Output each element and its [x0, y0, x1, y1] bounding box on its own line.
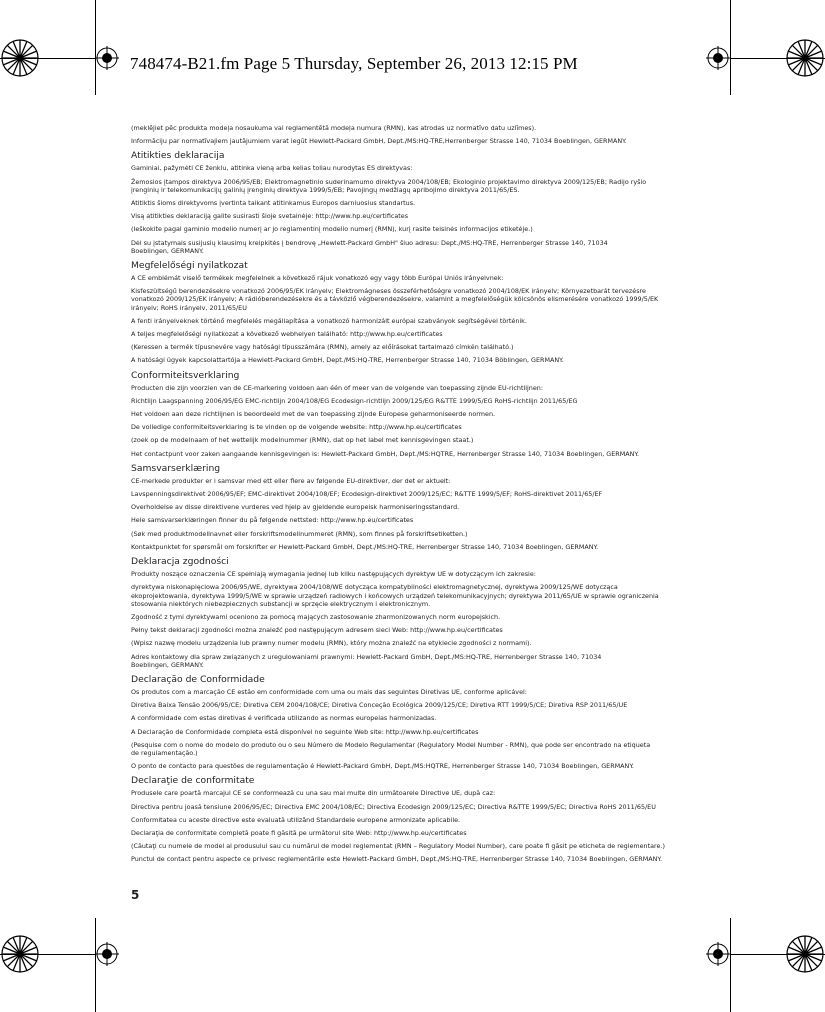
starburst-target-icon [0, 934, 40, 974]
section-heading: Declaração de Conformidade [131, 673, 265, 685]
paragraph: (zoek op de modelnaam of het wettelijk modelnummer (RMN), dat op het label met kennisgevingen staat.) [131, 436, 474, 445]
paragraph: Het contactpunt voor zaken aangaande kennisgevingen is: Hewlett-Packard GmbH, Dept./MS:HQTRE, Herrenberger Strasse 140, 71034 Boeblingen, GERMANY. [131, 449, 640, 458]
document-body [131, 124, 691, 869]
paragraph: Os produtos com a marcação CE estão em conformidade com uma ou mais das seguintes Diretivas UE, conforme aplicável: [131, 687, 527, 696]
registration-mark-icon [95, 46, 119, 70]
starburst-target-icon [785, 38, 825, 78]
paragraph: Overholdelse av disse direktivene vurderes ved hjelp av gjeldende europeisk harmoniseringsstandard. [131, 503, 460, 512]
paragraph: Directiva pentru joasă tensiune 2006/95/EC; Directiva EMC 2004/108/EC; Directiva Ecodesign 2009/125/EC; Directiva R&TTE 1999/5/EC; Directiva RoHS 2011/65/EU [131, 802, 656, 811]
paragraph: O ponto de contacto para questões de regulamentação é Hewlett-Packard GmbH, Dept./MS:HQTRE, Herrenberger Strasse 140, 71034 Boeblingen, GERMANY. [131, 762, 634, 771]
paragraph: Producten die zijn voorzien van de CE-markering voldoen aan één of meer van de volgende van toepassing zijnde EU-richtlijnen: [131, 383, 543, 392]
page-number: 5 [131, 888, 140, 902]
paragraph: A CE emblémát viselő termékek megfelelnek a következő rájuk vonatkozó egy vagy több Európai Uniós irányelvnek: [131, 274, 504, 283]
paragraph: Dėl su įstatymais susijusių klausimų kreipkitės į bendrovę „Hewlett-Packard GmbH" šiuo adresu: Dept./MS:HQ-TRE, Herrenberger Strasse 140, 71034 Boeblingen, GERMANY. [131, 238, 608, 255]
paragraph: Lavspenningsdirektivet 2006/95/EF; EMC-direktivet 2004/108/EF; Ecodesign-direktivet 2009/125/EC; R&TTE 1999/5/EF; RoHS-direktivet 2011/65/EF [131, 490, 603, 499]
print-header: 748474-B21.fm Page 5 Thursday, September 26, 2013 12:15 PM [130, 54, 578, 73]
paragraph: Gaminiai, pažymėti CE ženklu, atitinka vieną arba kelias toliau nurodytas ES direktyvas: [131, 164, 413, 173]
section-heading: Samsvarserklæring [131, 462, 221, 474]
section-heading: Deklaracja zgodności [131, 556, 229, 568]
paragraph: (Wpisz nazwę modelu urządzenia lub prawny numer modelu (RMN), który można znaleźć na etykiecie zgodności z normami). [131, 639, 532, 648]
paragraph: Richtlijn Laagspanning 2006/95/EG EMC-richtlijn 2004/108/EG Ecodesign-richtlijn 2009/125/EG R&TTE 1999/5/EG RoHS-richtlijn 2011/65/EG [131, 396, 578, 405]
paragraph: Pełny tekst deklaracji zgodności można znaleźć pod następującym adresem sieci Web: http://www.hp.eu/certificates [131, 626, 503, 635]
paragraph: dyrektywa niskonapięciowa 2006/95/WE, dyrektywa 2004/108/WE dotycząca kompatybilności elektromagnetycznej, dyrektywa 2009/125/WE dotycząca ekoprojektowania, dyrektywa 1999/5/WE w sprawie urządzeń radiowych i końcowych urządzeń telekomunikacyjnych; dyrektywa 2011/65/UE w sprawie ograniczenia stosowania niektórych niebezpiecznych substancji w sprzęcie elektrycznym i elektronicznym. [131, 583, 659, 608]
crop-line-bottom-right-v [730, 918, 731, 1012]
registration-mark-icon [706, 942, 730, 966]
paragraph: De volledige conformiteitsverklaring is te vinden op de volgende website: http://www.hp.eu/certificates [131, 423, 462, 432]
paragraph: Declaraţia de conformitate completă poate fi găsită pe următorul site Web: http://www.hp.eu/certificates [131, 828, 467, 837]
paragraph: Atitiktis šioms direktyvoms įvertinta taikant atitinkamus Europos darniuosius standartus. [131, 199, 416, 208]
paragraph: A hatósági ügyek kapcsolattartója a Hewlett-Packard GmbH, Dept./MS:HQ-TRE, Herrenberger Strasse 140, 71034 Böblingen, GERMANY. [131, 356, 564, 365]
section-heading: Declaraţie de conformitate [131, 775, 255, 787]
paragraph: A fenti irányelveknek történő megfelelés megállapítása a vonatkozó harmonizált európai szabványok segítségével történik. [131, 316, 527, 325]
paragraph: Diretiva Baixa Tensão 2006/95/CE; Diretiva CEM 2004/108/CE; Diretiva Conceção Ecológica 2009/125/CE; Diretiva RTT 1999/5/CE; Diretiva RSP 2011/65/UE [131, 701, 628, 710]
paragraph: CE-merkede produkter er i samsvar med ett eller flere av følgende EU-direktiver, der det er aktuelt: [131, 476, 451, 485]
section-heading: Conformiteitsverklaring [131, 369, 240, 381]
paragraph: A conformidade com estas diretivas é verificada utilizando as normas europeias harmonizadas. [131, 714, 437, 723]
paragraph: Conformitatea cu aceste directive este evaluată utilizând Standardele europene armonizate aplicabile. [131, 815, 461, 824]
paragraph: (Ieškokite pagal gaminio modelio numerį ar jo reglamentinį modelio numerį (RMN), kurį rasite teisinės informacijos etiketėje.) [131, 225, 533, 234]
paragraph: A teljes megfelelőségi nyilatkozat a következő webhelyen található: http://www.hp.eu/certificates [131, 330, 443, 339]
paragraph: Žemosios įtampos direktyva 2006/95/EB; Elektromagnetinio suderinamumo direktyva 2004/108/EB; Ekologinio projektavimo direktyva 2009/125/EB; Radijo ryšio įrenginių ir telekomunikacijų galinių įrenginių direktyva 1999/5/EB; Pavojingų medžiagų apribojimo direktyva 2011/65/ES. [131, 177, 647, 194]
paragraph: Kontaktpunktet for spørsmål om forskrifter er Hewlett-Packard GmbH, Dept./MS:HQ-TRE, Herrenberger Strasse 140, 71034 Boeblingen, GERMANY. [131, 542, 599, 551]
paragraph: Kisfeszültségű berendezésekre vonatkozó 2006/95/EK irányelv; Elektromágneses összeférhetőségre vonatkozó 2004/108/EK irányelv; Környezetbarát tervezésre vonatkozó 2009/125/EK irányelv; A rádióberendezésekre és a távközlő végberendezésekre, valamint a megfelelőségük kölcsönös elismerésére vonatkozó 1999/5/EK irányelv; RoHS irányelv, 2011/65/EU [131, 287, 659, 312]
paragraph: Zgodność z tymi dyrektywami oceniono za pomocą mających zastosowanie zharmonizowanych norm europejskich. [131, 612, 501, 621]
paragraph: Informāciju par normatīvajiem jautājumiem varat iegūt Hewlett-Packard GmbH, Dept./MS:HQ-TRE,Herrenberger Strasse 140, 71034 Boeblingen, GERMANY. [131, 137, 627, 146]
paragraph: Adres kontaktowy dla spraw związanych z uregulowaniami prawnymi: Hewlett-Packard GmbH, Dept./MS:HQ-TRE, Herrenberger Strasse 140, 71034 Boeblingen, GERMANY. [131, 652, 602, 669]
registration-mark-icon [706, 46, 730, 70]
paragraph: (Keressen a termék típusnevére vagy hatósági típusszámára (RMN), amely az előírásokat tartalmazó címkén található.) [131, 343, 514, 352]
paragraph: Produkty noszące oznaczenia CE spełniają wymagania jednej lub kilku następujących dyrektyw UE w dotyczącym ich zakresie: [131, 570, 536, 579]
crop-line-top-right-v [730, 0, 731, 95]
paragraph: A Declaração de Conformidade completa está disponível no seguinte Web site: http://www.hp.eu/certificates [131, 727, 479, 736]
section-heading: Atitikties deklaracija [131, 150, 225, 162]
paragraph: Visą atitikties deklaraciją galite susirasti šioje svetainėje: http://www.hp.eu/certificates [131, 212, 409, 221]
paragraph: (Căutaţi cu numele de model al produsului sau cu numărul de model reglementat (RMN – Regulatory Model Number), care poate fi găsit pe eticheta de reglementare.) [131, 842, 665, 851]
paragraph: (meklējiet pēc produkta modeļa nosaukuma vai reglamentētā modeļa numura (RMN), kas atrodas uz normatīvo datu uzlīmes). [131, 124, 537, 132]
starburst-target-icon [0, 38, 40, 78]
paragraph: (Søk med produktmodellnavnet eller forskriftsmodellnummeret (RMN), som finnes på forskriftsetiketten.) [131, 529, 468, 538]
paragraph: (Pesquise com o nome do modelo do produto ou o seu Número de Modelo Regulamentar (Regulatory Model Number - RMN), que pode ser encontrado na etiqueta de regulamentação.) [131, 740, 651, 757]
section-heading: Megfelelőségi nyilatkozat [131, 260, 248, 272]
starburst-target-icon [785, 934, 825, 974]
paragraph: Het voldoen aan deze richtlijnen is beoordeeld met de van toepassing zijnde Europese geharmoniseerde normen. [131, 410, 496, 419]
paragraph: Produsele care poartă marcajul CE se conformează cu una sau mai multe din următoarele Directive UE, după caz: [131, 789, 496, 798]
registration-mark-icon [95, 942, 119, 966]
paragraph: Punctul de contact pentru aspecte ce privesc reglementările este Hewlett-Packard GmbH, Dept./MS:HQ-TRE, Herrenberger Strasse 140, 71034 Boeblingen, GERMANY. [131, 855, 662, 864]
paragraph: Hele samsvarserklæringen finner du på følgende nettsted: http://www.hp.eu/certificates [131, 516, 414, 525]
